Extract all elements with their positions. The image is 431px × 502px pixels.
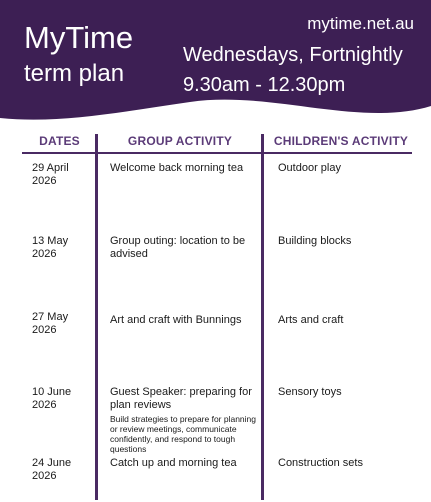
date-day: 24 June <box>32 457 72 469</box>
row-childrens-activity: Sensory toys <box>278 386 342 398</box>
row-group-activity: Art and craft with Bunnings <box>110 314 242 326</box>
column-header-group-activity: GROUP ACTIVITY <box>127 134 233 148</box>
date-day: 13 May <box>32 235 69 247</box>
date-year: 2026 <box>32 399 57 411</box>
date-day: 10 June <box>32 386 72 398</box>
row-date <box>32 457 92 483</box>
date-year: 2026 <box>32 470 57 482</box>
column-divider <box>261 134 264 500</box>
column-divider <box>95 134 98 500</box>
brand-title: MyTime <box>24 20 134 55</box>
header-banner <box>0 0 431 130</box>
row-childrens-activity: Building blocks <box>278 235 352 247</box>
date-day: 27 May <box>32 311 69 323</box>
schedule-days: Wednesdays, Fortnightly <box>183 44 403 66</box>
row-group-activity: Catch up and morning tea <box>110 457 237 469</box>
date-day: 29 April <box>32 162 69 174</box>
brand-subtitle: term plan <box>24 60 125 87</box>
date-year: 2026 <box>32 248 57 260</box>
date-year: 2026 <box>32 324 57 336</box>
row-group-activity <box>110 386 260 454</box>
row-date <box>32 311 92 337</box>
row-childrens-activity: Construction sets <box>278 457 363 469</box>
row-date <box>32 162 92 188</box>
column-header-dates: DATES <box>39 134 80 148</box>
header-divider <box>22 152 412 154</box>
column-header-childrens-activity: CHILDREN'S ACTIVITY <box>273 134 409 148</box>
website-link[interactable]: mytime.net.au <box>307 14 414 33</box>
row-childrens-activity: Outdoor play <box>278 162 341 174</box>
row-group-activity: Group outing: location to be advised <box>110 235 246 260</box>
row-group-activity: Welcome back morning tea <box>110 162 244 174</box>
row-childrens-activity: Arts and craft <box>278 314 344 326</box>
date-year: 2026 <box>32 175 57 187</box>
row-date <box>32 235 92 261</box>
group-activity-description: Build strategies to prepare for planning or review meetings, communicate confidently, and respond to tough questions <box>110 414 257 454</box>
row-date <box>32 386 92 412</box>
group-activity-title: Guest Speaker: preparing for plan reviews <box>110 386 252 411</box>
schedule-time: 9.30am - 12.30pm <box>183 74 346 96</box>
